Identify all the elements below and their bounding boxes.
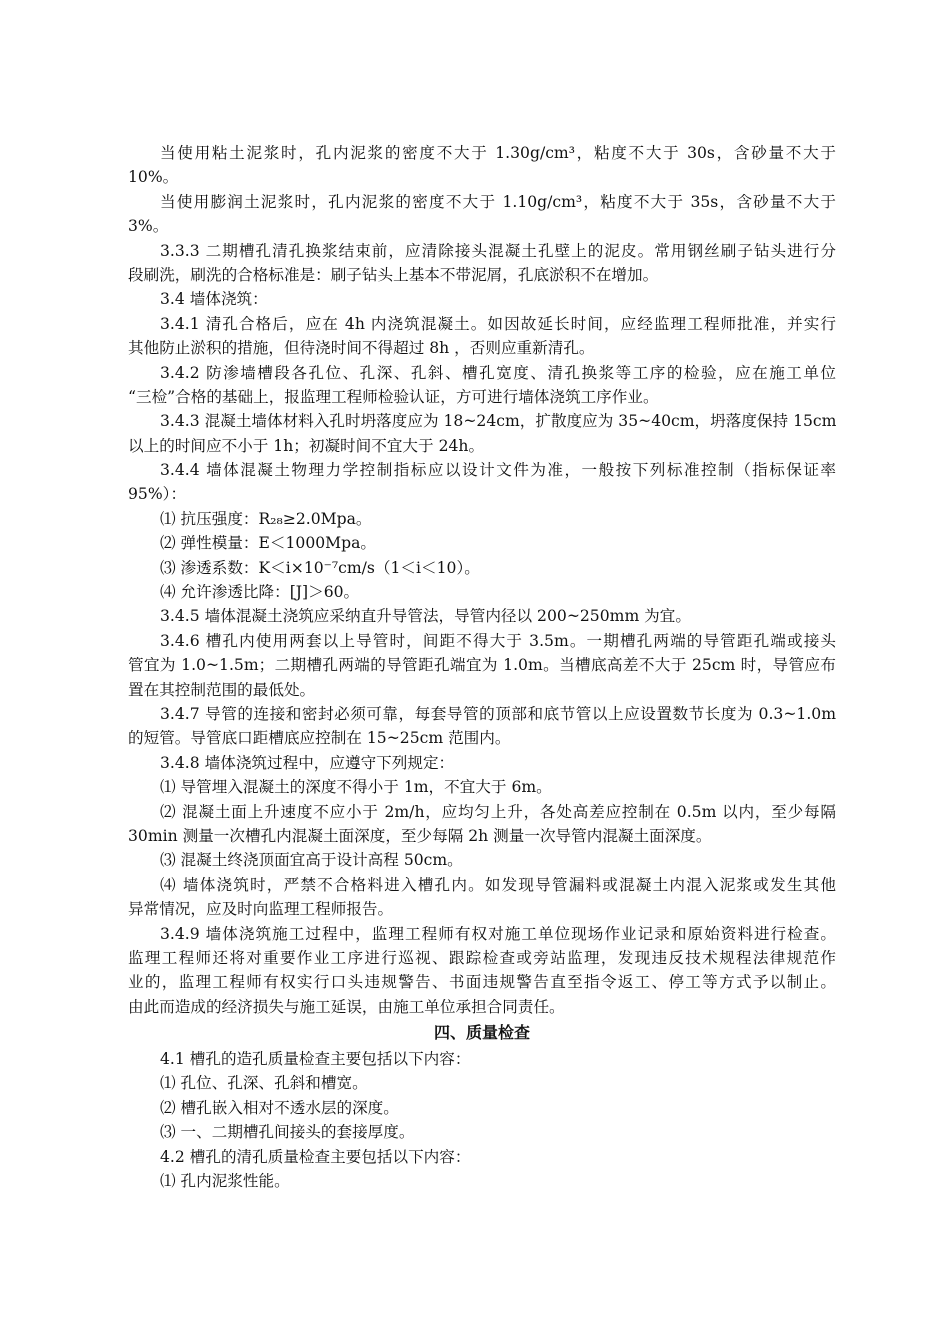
text-line: 10%。 — [128, 168, 179, 187]
text-line: 3.4.1 清孔合格后，应在 4h 内浇筑混凝土。如因故延长时间，应经监理工程师批准，并实行 — [160, 314, 836, 333]
text-line: 3.4.5 墙体混凝土浇筑应采纳直升导管法，导管内径以 200~250mm 为宜。 — [160, 607, 691, 626]
text-line: ⑶ 渗透系数：K＜i×10⁻⁷cm/s（1＜i＜10）。 — [160, 558, 480, 577]
text-line: ⑶ 一、二期槽孔间接头的套接厚度。 — [160, 1123, 415, 1142]
text-line: ⑴ 抗压强度：R₂₈≥2.0Mpa。 — [160, 509, 372, 528]
text-line: 4.2 槽孔的清孔质量检查主要包括以下内容： — [160, 1147, 471, 1166]
text-line: ⑵ 混凝土面上升速度不应小于 2m/h，应均匀上升，各处高差应控制在 0.5m 以内，至少每隔 — [160, 802, 836, 821]
text-line: 3.4.4 墙体混凝土物理力学控制指标应以设计文件为准，一般按下列标准控制（指标保证率 — [160, 461, 836, 480]
section-heading: 四、质量检查 — [433, 1023, 530, 1043]
text-line: 4.1 槽孔的造孔质量检查主要包括以下内容： — [160, 1050, 471, 1069]
text-line: ⑶ 混凝土终浇顶面宜高于设计高程 50cm。 — [160, 851, 463, 870]
text-line: 的短管。导管底口距槽底应控制在 15~25cm 范围内。 — [128, 729, 511, 748]
text-line: 监理工程师还将对重要作业工序进行巡视、跟踪检查或旁站监理，发现违反技术规程法律规范作 — [128, 948, 836, 967]
text-line: 3.4.6 槽孔内使用两套以上导管时，间距不得大于 3.5m。一期槽孔两端的导管距孔端或接头 — [160, 631, 836, 650]
text-line: 当使用膨润土泥浆时，孔内泥浆的密度不大于 1.10g/cm³，粘度不大于 35s，含砂量不大于 — [160, 192, 836, 211]
text-line: 管宜为 1.0~1.5m；二期槽孔两端的导管距孔端宜为 1.0m。当槽底高差不大于 25cm 时，导管应布 — [128, 656, 836, 675]
text-line: 由此而造成的经济损失与施工延误，由施工单位承担合同责任。 — [128, 997, 565, 1016]
text-line: ⑴ 孔位、孔深、孔斜和槽宽。 — [160, 1074, 368, 1093]
text-line: 其他防止淤积的措施，但待浇时间不得超过 8h ，否则应重新清孔。 — [128, 339, 595, 358]
text-line: ⑷ 允许渗透比降：[J]＞60。 — [160, 583, 360, 602]
text-line: “三检”合格的基础上，报监理工程师检验认证，方可进行墙体浇筑工序作业。 — [128, 387, 659, 406]
text-line: ⑵ 槽孔嵌入相对不透水层的深度。 — [160, 1098, 399, 1117]
text-line: 30min 测量一次槽孔内混凝土面深度，至少每隔 2h 测量一次导管内混凝土面深度。 — [128, 826, 712, 845]
text-line: 3%。 — [128, 217, 169, 236]
text-line: 3.4.8 墙体浇筑过程中，应遵守下列规定： — [160, 753, 455, 772]
text-line: 业的，监理工程师有权实行口头违规警告、书面违规警告直至指令返工、停工等方式予以制止。 — [128, 973, 836, 992]
text-line: 以上的时间应不小于 1h；初凝时间不宜大于 24h。 — [128, 436, 485, 455]
text-line: 段刷洗，刷洗的合格标准是：刷子钻头上基本不带泥屑，孔底淤积不在增加。 — [128, 265, 659, 284]
text-line: ⑵ 弹性模量：E＜1000Mpa。 — [160, 534, 377, 553]
text-line: ⑴ 孔内泥浆性能。 — [160, 1172, 290, 1191]
text-line: 3.4.7 导管的连接和密封必须可靠，每套导管的顶部和底节管以上应设置数节长度为 0.3~1.0m — [160, 704, 836, 723]
text-line: ⑴ 导管埋入混凝土的深度不得小于 1m，不宜大于 6m。 — [160, 778, 552, 797]
text-line: 3.4.9 墙体浇筑施工过程中，监理工程师有权对施工单位现场作业记录和原始资料进行检查。 — [160, 924, 836, 943]
text-line: 当使用粘土泥浆时，孔内泥浆的密度不大于 1.30g/cm³，粘度不大于 30s，含砂量不大于 — [160, 144, 836, 162]
text-line: 异常情况，应及时向监理工程师报告。 — [128, 900, 394, 919]
text-line: 置在其控制范围的最低处。 — [128, 680, 316, 699]
text-line: 3.4 墙体浇筑： — [160, 290, 268, 309]
text-line: 3.4.2 防渗墙槽段各孔位、孔深、孔斜、槽孔宽度、清孔换浆等工序的检验，应在施工单位 — [160, 363, 836, 382]
text-line: 3.4.3 混凝土墙体材料入孔时坍落度应为 18~24cm，扩散度应为 35~40cm，坍落度保持 15cm — [160, 412, 836, 431]
document-body — [128, 141, 836, 1193]
text-line: 3.3.3 二期槽孔清孔换浆结束前，应清除接头混凝土孔壁上的泥皮。常用钢丝刷子钻头进行分 — [160, 241, 836, 260]
text-line: ⑷ 墙体浇筑时，严禁不合格料进入槽孔内。如发现导管漏料或混凝土内混入泥浆或发生其他 — [160, 875, 836, 894]
text-line: 95%）： — [128, 485, 187, 504]
